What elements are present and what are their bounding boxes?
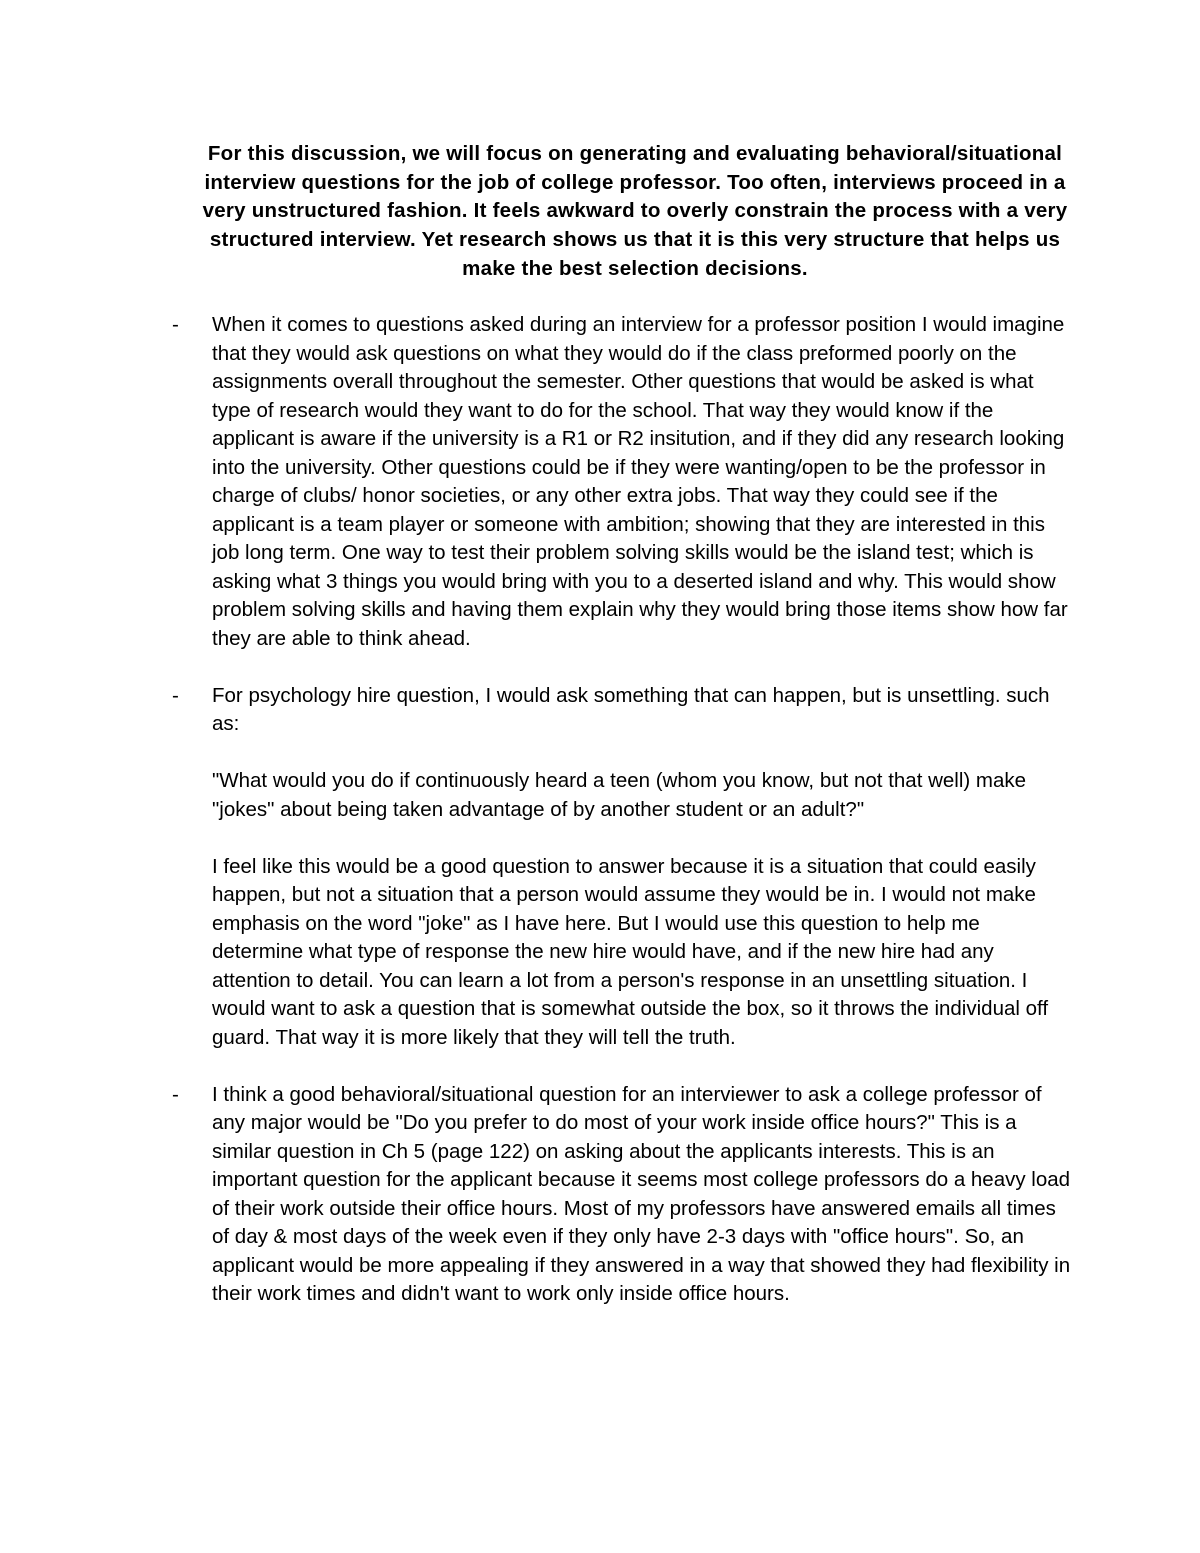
paragraph: I feel like this would be a good question to answer because it is a situation that could easily happen, but not a situation that a person would assume they would be in. I would not make emphasis on the word "joke" as I have here. But I would use this question to help me determine what type of response the new hire would have, and if the new hire had any attention to detail. You can learn a lot from a person's response in an unsettling situation. I would want to ask a question that is somewhat outside the box, so it throws the individual off guard. That way it is more likely that they will tell the truth. bbox=[212, 854, 1049, 1049]
bullet-dash: - bbox=[172, 683, 179, 707]
item-spacer bbox=[172, 653, 1072, 682]
list-item bbox=[172, 1081, 1072, 1309]
paragraph: For psychology hire question, I would ask something that can happen, but is unsettling. such as: bbox=[212, 683, 1050, 735]
list-item bbox=[172, 682, 1072, 1053]
bullet-dash: - bbox=[172, 1082, 179, 1106]
paragraph: I think a good behavioral/situational question for an interviewer to ask a college professor of any major would be "Do you prefer to do most of your work inside office hours?" This is a similar question in Ch 5 (page 122) on asking about the applicants interests. This is an important question for the applicant because it seems most college professors do a heavy load of their work outside their office hours. Most of my professors have answered emails all times of day & most days of the week even if they only have 2-3 days with "office hours". So, an applicant would be more appealing if they answered in a way that showed they had flexibility in their work times and didn't want to work only inside office hours. bbox=[212, 1082, 1071, 1305]
paragraph: When it comes to questions asked during an interview for a professor position I would imagine that they would ask questions on what they would do if the class preformed poorly on the assignments overall throughout the semester. Other questions that would be asked is what type of research would they want to do for the school. That way they would know if the applicant is aware if the university is a R1 or R2 insitution, and if they did any research looking into the university. Other questions could be if they were wanting/open to be the professor in charge of clubs/ honor societies, or any other extra jobs. That way they could see if the applicant is a team player or someone with ambition; showing that they are interested in this job long term. One way to test their problem solving skills would be the island test; which is asking what 3 things you would bring with you to a deserted island and why. This would show problem solving skills and having them explain why they would bring those items show how far they are able to think ahead. bbox=[212, 313, 1068, 650]
response-list bbox=[172, 311, 1072, 1309]
bullet-dash: - bbox=[172, 313, 179, 336]
paragraph-spacer bbox=[212, 824, 1072, 853]
item-spacer bbox=[172, 1052, 1072, 1081]
quoted-question: "What would you do if continuously heard a teen (whom you know, but not that well) make "jokes" about being taken advantage of by another student or an adult?" bbox=[212, 769, 1027, 821]
discussion-prompt-heading: For this discussion, we will focus on generating and evaluating behavioral/situational interview questions for the job of college professor. Too often, interviews proceed in a very unstructured fashion. It feels awkward to overly constrain the process with a very structured interview. Yet research shows us that it is this very structure that helps us make the best selection decisions. bbox=[202, 142, 1068, 280]
list-item bbox=[172, 311, 1072, 653]
paragraph-spacer bbox=[212, 739, 1072, 768]
